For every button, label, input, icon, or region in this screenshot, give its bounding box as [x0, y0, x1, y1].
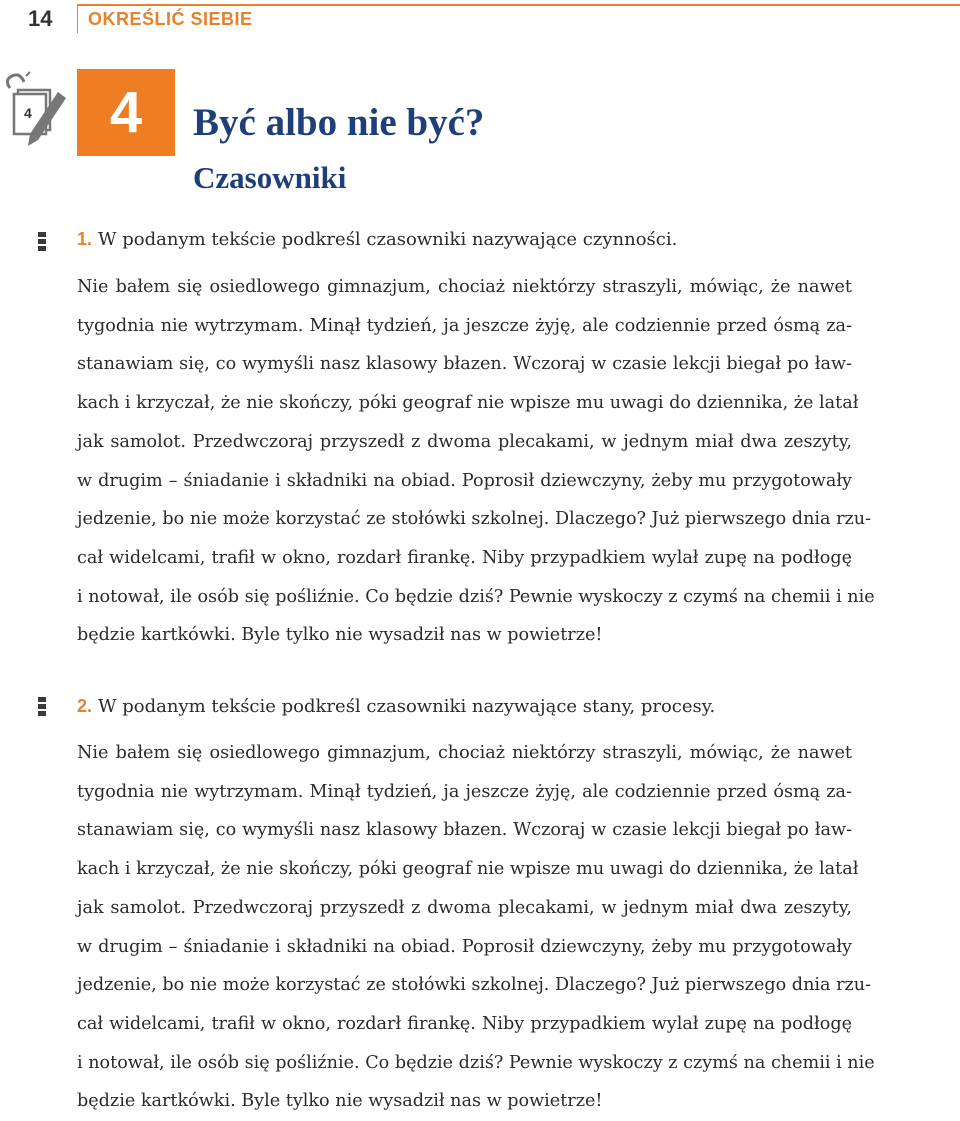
- text-line: jak samolot. Przedwczoraj przyszedł z dwoma plecakami, w jednym miał dwa zeszyty,: [77, 431, 852, 452]
- text-line: cał widelcami, trafił w okno, rozdarł firankę. Niby przypadkiem wylał zupę na podłogę: [77, 547, 852, 568]
- header-divider: [77, 6, 78, 33]
- text-line: będzie kartkówki. Byle tylko nie wysadził nas w powietrze!: [77, 1091, 603, 1112]
- exercise-text: [77, 734, 875, 1121]
- text-line: Nie bałem się osiedlowego gimnazjum, chociaż niektórzy straszyli, mówiąc, że nawet: [77, 743, 852, 763]
- text-line: stanawiam się, co wymyśli nasz klasowy błazen. Wczoraj w czasie lekcji biegał po ław-: [77, 820, 852, 841]
- notebook-pencil-icon: [2, 70, 74, 148]
- exercise-number: 2.: [77, 696, 93, 716]
- text-line: jedzenie, bo nie może korzystać ze stołówki szkolnej. Dlaczego? Już pierwszego dnia rzu-: [77, 509, 872, 530]
- page-number: 14: [28, 6, 53, 31]
- exercise-marker: [38, 232, 46, 253]
- page-header: [0, 0, 960, 40]
- header-rule: [77, 4, 960, 6]
- text-line: i notował, ile osób się pośliźnie. Co będzie dziś? Pewnie wyskoczy z czymś na chemii i nie: [77, 1052, 875, 1073]
- exercise-number: 1.: [77, 229, 93, 249]
- chapter-number: 4: [109, 80, 143, 145]
- text-line: w drugim – śniadanie i składniki na obiad. Poprosił dziewczyny, żeby mu przygotowały: [77, 936, 852, 957]
- instruction-text: W podanym tekście podkreśl czasowniki nazywające stany, procesy.: [98, 696, 716, 717]
- text-line: będzie kartkówki. Byle tylko nie wysadził nas w powietrze!: [77, 625, 603, 646]
- chapter-number-box: [77, 69, 175, 156]
- chapter-subtitle: Czasowniki: [193, 160, 347, 195]
- text-line: stanawiam się, co wymyśli nasz klasowy błazen. Wczoraj w czasie lekcji biegał po ław-: [77, 354, 852, 375]
- text-line: tygodnia nie wytrzymam. Minął tydzień, ja jeszcze żyję, ale codziennie przed ósmą za-: [77, 781, 852, 802]
- text-line: i notował, ile osób się pośliźnie. Co będzie dziś? Pewnie wyskoczy z czymś na chemii i nie: [77, 586, 875, 607]
- exercise-instruction: [77, 229, 677, 250]
- exercise-text: [77, 268, 875, 655]
- section-title: OKREŚLIĆ SIEBIE: [88, 9, 253, 29]
- chapter-title: Być albo nie być?: [193, 101, 485, 144]
- exercise-marker: [38, 697, 46, 718]
- text-line: kach i krzyczał, że nie skończy, póki geograf nie wpisze mu uwagi do dziennika, że latał: [77, 859, 859, 880]
- icon-number: 4: [24, 105, 32, 121]
- instruction-text: W podanym tekście podkreśl czasowniki nazywające czynności.: [98, 229, 678, 250]
- text-line: tygodnia nie wytrzymam. Minął tydzień, ja jeszcze żyję, ale codziennie przed ósmą za-: [77, 315, 852, 336]
- text-line: jedzenie, bo nie może korzystać ze stołówki szkolnej. Dlaczego? Już pierwszego dnia rzu-: [77, 975, 872, 996]
- text-line: jak samolot. Przedwczoraj przyszedł z dwoma plecakami, w jednym miał dwa zeszyty,: [77, 897, 852, 918]
- exercise-instruction: [77, 696, 715, 717]
- text-line: w drugim – śniadanie i składniki na obiad. Poprosił dziewczyny, żeby mu przygotowały: [77, 470, 852, 491]
- text-line: Nie bałem się osiedlowego gimnazjum, chociaż niektórzy straszyli, mówiąc, że nawet: [77, 277, 852, 297]
- text-line: cał widelcami, trafił w okno, rozdarł firankę. Niby przypadkiem wylał zupę na podłogę: [77, 1013, 852, 1034]
- text-line: kach i krzyczał, że nie skończy, póki geograf nie wpisze mu uwagi do dziennika, że latał: [77, 393, 859, 414]
